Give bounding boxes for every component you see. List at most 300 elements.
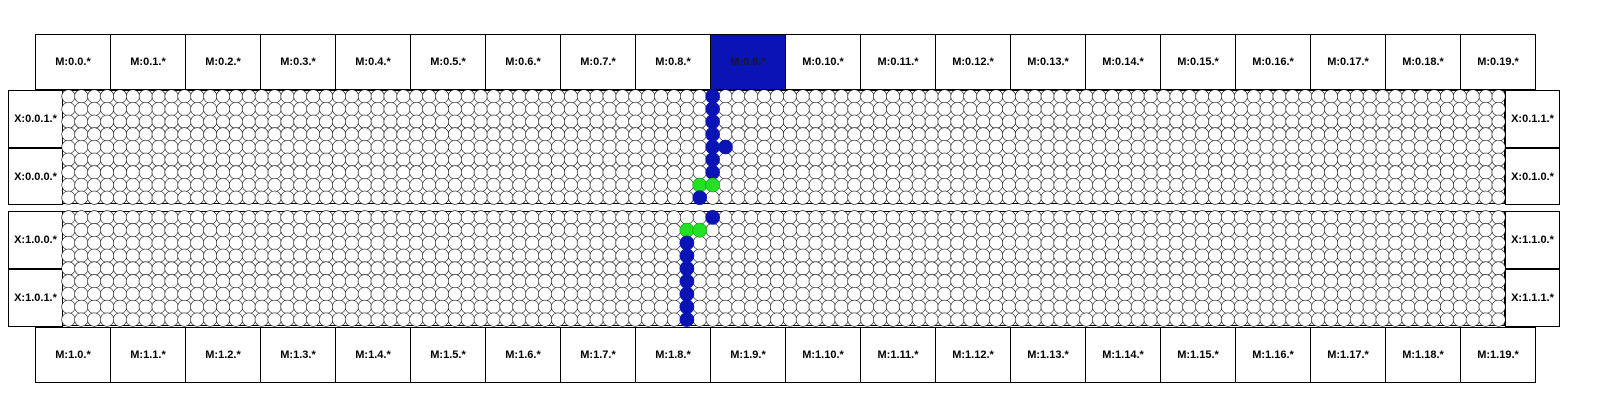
- grid-dot: [113, 140, 126, 153]
- bottom-module-box: M:1.15.*: [1160, 327, 1236, 383]
- grid-dot: [126, 236, 139, 249]
- grid-dot: [732, 102, 745, 115]
- grid-dot: [680, 153, 693, 166]
- grid-dot: [216, 287, 229, 300]
- grid-dot: [307, 102, 320, 115]
- grid-dot: [1402, 249, 1415, 262]
- grid-dot: [307, 115, 320, 128]
- grid-dot: [358, 236, 371, 249]
- grid-dot: [203, 236, 216, 249]
- grid-dot: [358, 313, 371, 326]
- grid-dot: [319, 140, 332, 153]
- grid-dot: [886, 140, 899, 153]
- grid-dot: [1015, 191, 1028, 204]
- grid-dot: [1427, 313, 1440, 326]
- bottom-module-box: M:1.19.*: [1460, 327, 1536, 383]
- grid-dot: [1093, 90, 1106, 103]
- grid-dot: [1002, 249, 1015, 262]
- grid-dot: [1337, 178, 1350, 191]
- grid-dot: [1479, 313, 1492, 326]
- grid-dot: [551, 115, 564, 128]
- grid-dot: [1183, 128, 1196, 141]
- grid-dot: [1054, 128, 1067, 141]
- grid-dot: [1208, 223, 1221, 236]
- grid-dot: [796, 90, 809, 103]
- grid-dot: [152, 115, 165, 128]
- grid-dot: [1170, 300, 1183, 313]
- grid-dot: [1067, 128, 1080, 141]
- grid-dot: [1260, 287, 1273, 300]
- grid-dot: [1080, 236, 1093, 249]
- grid-dot: [178, 249, 191, 262]
- grid-dot: [1183, 191, 1196, 204]
- grid-dot: [1324, 191, 1337, 204]
- grid-dot: [487, 249, 500, 262]
- grid-dot: [1015, 249, 1028, 262]
- grid-dot: [1131, 275, 1144, 288]
- grid-dot: [1466, 90, 1479, 103]
- grid-dot: [899, 236, 912, 249]
- grid-dot: [139, 90, 152, 103]
- grid-dot: [242, 128, 255, 141]
- grid-dot: [873, 128, 886, 141]
- grid-dot: [1054, 140, 1067, 153]
- grid-dot: [1157, 262, 1170, 275]
- grid-dot: [642, 313, 655, 326]
- bottom-module-box: M:1.5.*: [410, 327, 486, 383]
- grid-dot: [732, 178, 745, 191]
- grid-dot: [1376, 128, 1389, 141]
- grid-dot: [410, 300, 423, 313]
- grid-dot: [938, 191, 951, 204]
- grid-dot: [1234, 102, 1247, 115]
- grid-dot: [474, 115, 487, 128]
- grid-dot: [1466, 262, 1479, 275]
- grid-dot: [319, 262, 332, 275]
- grid-dot: [951, 140, 964, 153]
- grid-dot: [1440, 90, 1453, 103]
- grid-dot: [770, 90, 783, 103]
- grid-dot: [1144, 287, 1157, 300]
- grid-dot: [88, 140, 101, 153]
- grid-dot: [1492, 300, 1505, 313]
- grid-dot: [757, 223, 770, 236]
- grid-dot: [1479, 287, 1492, 300]
- grid-dot: [539, 166, 552, 179]
- grid-dot: [642, 300, 655, 313]
- grid-dot: [938, 178, 951, 191]
- grid-dot: [809, 191, 822, 204]
- grid-dot: [1028, 178, 1041, 191]
- grid-dot: [1247, 249, 1260, 262]
- grid-dot: [577, 313, 590, 326]
- grid-dot: [242, 211, 255, 224]
- grid-dot: [1350, 115, 1363, 128]
- grid-dot: [281, 300, 294, 313]
- grid-dot: [1453, 300, 1466, 313]
- grid-dot: [1286, 90, 1299, 103]
- grid-dot: [332, 153, 345, 166]
- grid-dot: [848, 287, 861, 300]
- routed-path-dot: [680, 313, 694, 327]
- grid-dot: [191, 90, 204, 103]
- grid-dot: [1440, 115, 1453, 128]
- grid-dot: [577, 275, 590, 288]
- top-module-box: M:0.8.*: [635, 34, 711, 90]
- grid-dot: [435, 90, 448, 103]
- marker-dot: [706, 178, 720, 192]
- grid-dot: [384, 300, 397, 313]
- grid-dot: [435, 166, 448, 179]
- grid-dot: [1234, 178, 1247, 191]
- grid-dot: [1427, 262, 1440, 275]
- grid-dot: [719, 115, 732, 128]
- grid-dot: [1389, 90, 1402, 103]
- grid-dot: [397, 236, 410, 249]
- grid-dot: [809, 178, 822, 191]
- grid-dot: [616, 300, 629, 313]
- grid-dot: [835, 115, 848, 128]
- grid-dot: [1105, 153, 1118, 166]
- grid-dot: [139, 102, 152, 115]
- grid-dot: [1466, 249, 1479, 262]
- grid-dot: [294, 90, 307, 103]
- grid-dot: [1144, 140, 1157, 153]
- routed-path-dot: [706, 153, 720, 167]
- grid-dot: [1453, 166, 1466, 179]
- grid-dot: [1067, 313, 1080, 326]
- grid-dot: [951, 128, 964, 141]
- grid-dot: [1221, 140, 1234, 153]
- grid-dot: [732, 153, 745, 166]
- grid-dot: [1183, 90, 1196, 103]
- grid-dot: [1311, 211, 1324, 224]
- grid-dot: [886, 90, 899, 103]
- grid-dot: [783, 166, 796, 179]
- grid-dot: [667, 313, 680, 326]
- grid-dot: [1002, 102, 1015, 115]
- grid-dot: [989, 236, 1002, 249]
- grid-dot: [938, 275, 951, 288]
- grid-dot: [384, 153, 397, 166]
- grid-dot: [758, 140, 771, 153]
- grid-dot: [603, 287, 616, 300]
- grid-dot: [1402, 90, 1415, 103]
- grid-dot: [976, 249, 989, 262]
- grid-dot: [706, 275, 719, 288]
- grid-dot: [1324, 223, 1337, 236]
- grid-dot: [1492, 262, 1505, 275]
- top-module-box: M:0.7.*: [560, 34, 636, 90]
- grid-dot: [487, 166, 500, 179]
- grid-dot: [1041, 313, 1054, 326]
- grid-dot: [925, 140, 938, 153]
- grid-dot: [113, 211, 126, 224]
- grid-dot: [809, 275, 822, 288]
- grid-dot: [642, 275, 655, 288]
- grid-dot: [294, 275, 307, 288]
- grid-dot: [1144, 90, 1157, 103]
- bottom-module-box: M:1.3.*: [260, 327, 336, 383]
- grid-dot: [1389, 153, 1402, 166]
- grid-dot: [216, 115, 229, 128]
- grid-dot: [1247, 236, 1260, 249]
- grid-dot: [1427, 90, 1440, 103]
- grid-dot: [551, 236, 564, 249]
- grid-dot: [294, 115, 307, 128]
- grid-dot: [319, 90, 332, 103]
- grid-dot: [1440, 191, 1453, 204]
- grid-dot: [1234, 211, 1247, 224]
- grid-dot: [861, 166, 874, 179]
- grid-dot: [474, 211, 487, 224]
- grid-dot: [397, 287, 410, 300]
- grid-dot: [410, 102, 423, 115]
- grid-dot: [1337, 115, 1350, 128]
- grid-dot: [307, 211, 320, 224]
- grid-dot: [526, 115, 539, 128]
- grid-dot: [1286, 128, 1299, 141]
- grid-dot: [822, 262, 835, 275]
- grid-dot: [1131, 236, 1144, 249]
- grid-dot: [152, 275, 165, 288]
- grid-dot: [345, 249, 358, 262]
- grid-dot: [435, 223, 448, 236]
- grid-dot: [1286, 102, 1299, 115]
- grid-dot: [577, 191, 590, 204]
- grid-dot: [126, 313, 139, 326]
- grid-dot: [835, 128, 848, 141]
- grid-dot: [1080, 115, 1093, 128]
- bottom-module-box: M:1.2.*: [185, 327, 261, 383]
- grid-dot: [281, 223, 294, 236]
- grid-dot: [1028, 262, 1041, 275]
- grid-dot: [564, 191, 577, 204]
- grid-dot: [1402, 128, 1415, 141]
- grid-dot: [1080, 300, 1093, 313]
- grid-dot: [113, 275, 126, 288]
- grid-dot: [899, 249, 912, 262]
- grid-dot: [1337, 300, 1350, 313]
- grid-dot: [526, 275, 539, 288]
- grid-dot: [577, 140, 590, 153]
- grid-dot: [191, 287, 204, 300]
- grid-dot: [358, 90, 371, 103]
- grid-dot: [873, 249, 886, 262]
- grid-dot: [654, 153, 667, 166]
- grid-dot: [88, 211, 101, 224]
- grid-dot: [1376, 249, 1389, 262]
- grid-dot: [474, 262, 487, 275]
- grid-dot: [976, 262, 989, 275]
- grid-dot: [242, 153, 255, 166]
- grid-dot: [886, 211, 899, 224]
- grid-dot: [513, 140, 526, 153]
- grid-dot: [912, 128, 925, 141]
- grid-dot: [1415, 166, 1428, 179]
- grid-dot: [1479, 223, 1492, 236]
- grid-dot: [1105, 140, 1118, 153]
- grid-dot: [1376, 102, 1389, 115]
- grid-dot: [1453, 275, 1466, 288]
- grid-dot: [603, 178, 616, 191]
- grid-dot: [229, 262, 242, 275]
- grid-dot: [178, 223, 191, 236]
- grid-dot: [783, 223, 796, 236]
- grid-dot: [667, 300, 680, 313]
- grid-dot: [551, 223, 564, 236]
- grid-dot: [861, 211, 874, 224]
- grid-dot: [1157, 223, 1170, 236]
- grid-dot: [100, 211, 113, 224]
- grid-dot: [796, 223, 809, 236]
- grid-dot: [358, 128, 371, 141]
- grid-dot: [757, 211, 770, 224]
- grid-dot: [1427, 153, 1440, 166]
- grid-dot: [178, 140, 191, 153]
- grid-dot: [603, 313, 616, 326]
- grid-dot: [1002, 178, 1015, 191]
- grid-dot: [1183, 287, 1196, 300]
- grid-dot: [423, 90, 436, 103]
- grid-dot: [487, 178, 500, 191]
- grid-dot: [152, 178, 165, 191]
- grid-dot: [1067, 300, 1080, 313]
- grid-dot: [1376, 191, 1389, 204]
- right-port-label: X:0.1.1.*: [1505, 90, 1560, 148]
- grid-dot: [268, 140, 281, 153]
- grid-dot: [1350, 249, 1363, 262]
- grid-dot: [178, 115, 191, 128]
- grid-dot: [75, 236, 88, 249]
- grid-dot: [203, 313, 216, 326]
- grid-dot: [229, 128, 242, 141]
- grid-dot: [113, 313, 126, 326]
- grid-dot: [410, 223, 423, 236]
- grid-dot: [307, 313, 320, 326]
- grid-dot: [435, 262, 448, 275]
- grid-dot: [822, 115, 835, 128]
- grid-dot: [126, 178, 139, 191]
- grid-dot: [1415, 102, 1428, 115]
- grid-dot: [1041, 236, 1054, 249]
- grid-dot: [500, 140, 513, 153]
- grid-dot: [1067, 275, 1080, 288]
- grid-dot: [539, 178, 552, 191]
- bottom-module-box: M:1.6.*: [485, 327, 561, 383]
- grid-dot: [1415, 223, 1428, 236]
- grid-dot: [229, 140, 242, 153]
- grid-dot: [1286, 191, 1299, 204]
- grid-dot: [925, 313, 938, 326]
- grid-dot: [783, 191, 796, 204]
- grid-dot: [951, 115, 964, 128]
- grid-dot: [745, 300, 758, 313]
- grid-dot: [1376, 115, 1389, 128]
- grid-dot: [1402, 191, 1415, 204]
- grid-dot: [693, 236, 706, 249]
- grid-dot: [1131, 166, 1144, 179]
- grid-dot: [448, 191, 461, 204]
- grid-dot: [345, 236, 358, 249]
- grid-dot: [126, 90, 139, 103]
- grid-dot: [384, 115, 397, 128]
- grid-dot: [1054, 153, 1067, 166]
- grid-dot: [603, 275, 616, 288]
- grid-dot: [500, 178, 513, 191]
- grid-dot: [281, 262, 294, 275]
- grid-dot: [1183, 236, 1196, 249]
- grid-dot: [1337, 102, 1350, 115]
- grid-dot: [603, 128, 616, 141]
- grid-dot: [88, 115, 101, 128]
- grid-dot: [500, 166, 513, 179]
- grid-dot: [667, 178, 680, 191]
- grid-dot: [1028, 128, 1041, 141]
- grid-dot: [564, 128, 577, 141]
- grid-dot: [178, 191, 191, 204]
- grid-dot: [848, 166, 861, 179]
- grid-dot: [1324, 313, 1337, 326]
- grid-dot: [1183, 223, 1196, 236]
- grid-dot: [1376, 223, 1389, 236]
- grid-dot: [371, 166, 384, 179]
- grid-dot: [1234, 313, 1247, 326]
- top-module-box: M:0.2.*: [185, 34, 261, 90]
- grid-dot: [603, 90, 616, 103]
- grid-dot: [152, 90, 165, 103]
- grid-dot: [1131, 211, 1144, 224]
- grid-dot: [564, 313, 577, 326]
- grid-dot: [216, 102, 229, 115]
- grid-dot: [1054, 178, 1067, 191]
- grid-dot: [448, 236, 461, 249]
- grid-dot: [255, 211, 268, 224]
- grid-dot: [204, 191, 217, 204]
- grid-dot: [770, 128, 783, 141]
- grid-dot: [1131, 140, 1144, 153]
- grid-dot: [281, 275, 294, 288]
- grid-dot: [822, 166, 835, 179]
- grid-dot: [1273, 223, 1286, 236]
- grid-dot: [203, 223, 216, 236]
- grid-dot: [1105, 313, 1118, 326]
- grid-dot: [590, 211, 603, 224]
- grid-dot: [242, 191, 255, 204]
- grid-dot: [564, 223, 577, 236]
- left-port-label: X:1.0.0.*: [8, 211, 63, 269]
- grid-dot: [165, 313, 178, 326]
- grid-dot: [384, 211, 397, 224]
- grid-dot: [1427, 128, 1440, 141]
- grid-dot: [139, 153, 152, 166]
- grid-dot: [229, 90, 242, 103]
- grid-dot: [538, 300, 551, 313]
- grid-dot: [783, 178, 796, 191]
- grid-dot: [654, 300, 667, 313]
- grid-dot: [1092, 300, 1105, 313]
- grid-dot: [989, 211, 1002, 224]
- grid-dot: [1260, 313, 1273, 326]
- grid-dot: [435, 236, 448, 249]
- grid-dot: [1131, 287, 1144, 300]
- grid-dot: [1492, 90, 1505, 103]
- grid-dot: [268, 249, 281, 262]
- grid-dot: [590, 262, 603, 275]
- grid-dot: [371, 287, 384, 300]
- grid-dot: [1337, 211, 1350, 224]
- routed-path-dot: [706, 102, 720, 116]
